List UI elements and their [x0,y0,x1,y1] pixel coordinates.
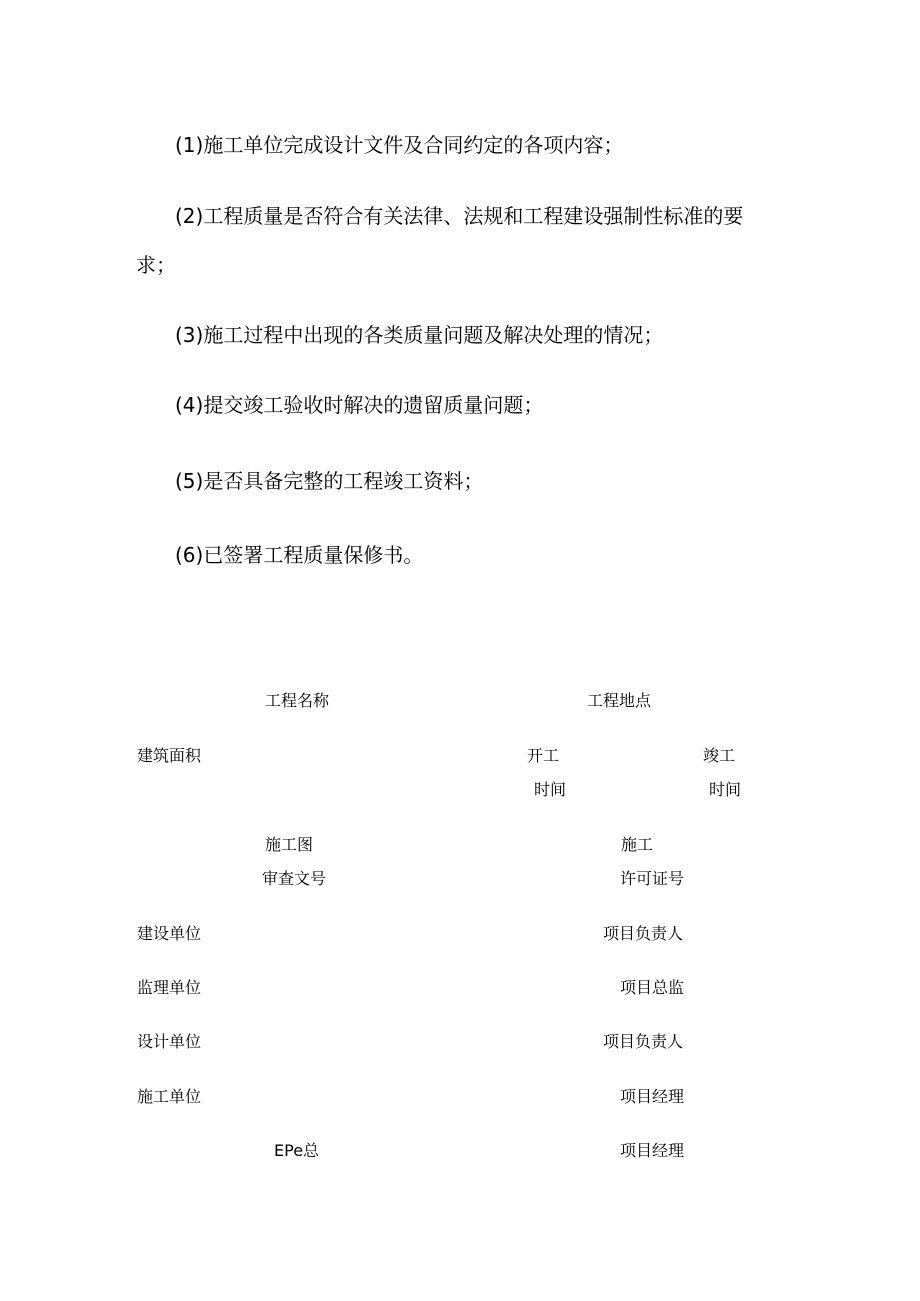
label-project-location: 工程地点 [587,691,652,710]
label-start-time-line2: 时间 [534,780,567,799]
item-6: (6)已签署工程质量保修书。 [175,543,424,567]
label-epc-general: EPe总 [274,1141,320,1160]
label-construction-manager: 项目经理 [620,1087,685,1106]
label-construction-unit: 施工单位 [137,1087,202,1106]
label-epc-manager: 项目经理 [620,1141,685,1160]
item-2-continued: 求； [136,253,176,277]
item-2: (2)工程质量是否符合有关法律、法规和工程建设强制性标准的要 [175,204,744,228]
label-drawing-review-line1: 施工图 [265,835,314,854]
item-1: (1)施工单位完成设计文件及合同约定的各项内容； [175,133,624,157]
item-4: (4)提交竣工验收时解决的遗留质量问题； [175,393,544,417]
label-design-manager: 项目负责人 [603,1032,684,1051]
label-permit-line1: 施工 [621,835,654,854]
label-design-unit: 设计单位 [137,1032,202,1051]
label-completion-time-line2: 时间 [709,780,742,799]
label-completion-time-line1: 竣工 [703,746,736,765]
item-5: (5)是否具备完整的工程竣工资料； [175,469,484,493]
label-owner-manager: 项目负责人 [603,924,684,943]
label-project-name: 工程名称 [265,691,330,710]
label-permit-line2: 许可证号 [620,869,685,888]
item-3: (3)施工过程中出现的各类质量问题及解决处理的情况； [175,323,664,347]
label-drawing-review-line2: 审查文号 [262,869,327,888]
label-building-area: 建筑面积 [137,746,202,765]
label-supervision-unit: 监理单位 [137,978,202,997]
label-chief-supervisor: 项目总监 [620,978,685,997]
label-start-time-line1: 开工 [527,746,560,765]
label-owner-unit: 建设单位 [137,924,202,943]
